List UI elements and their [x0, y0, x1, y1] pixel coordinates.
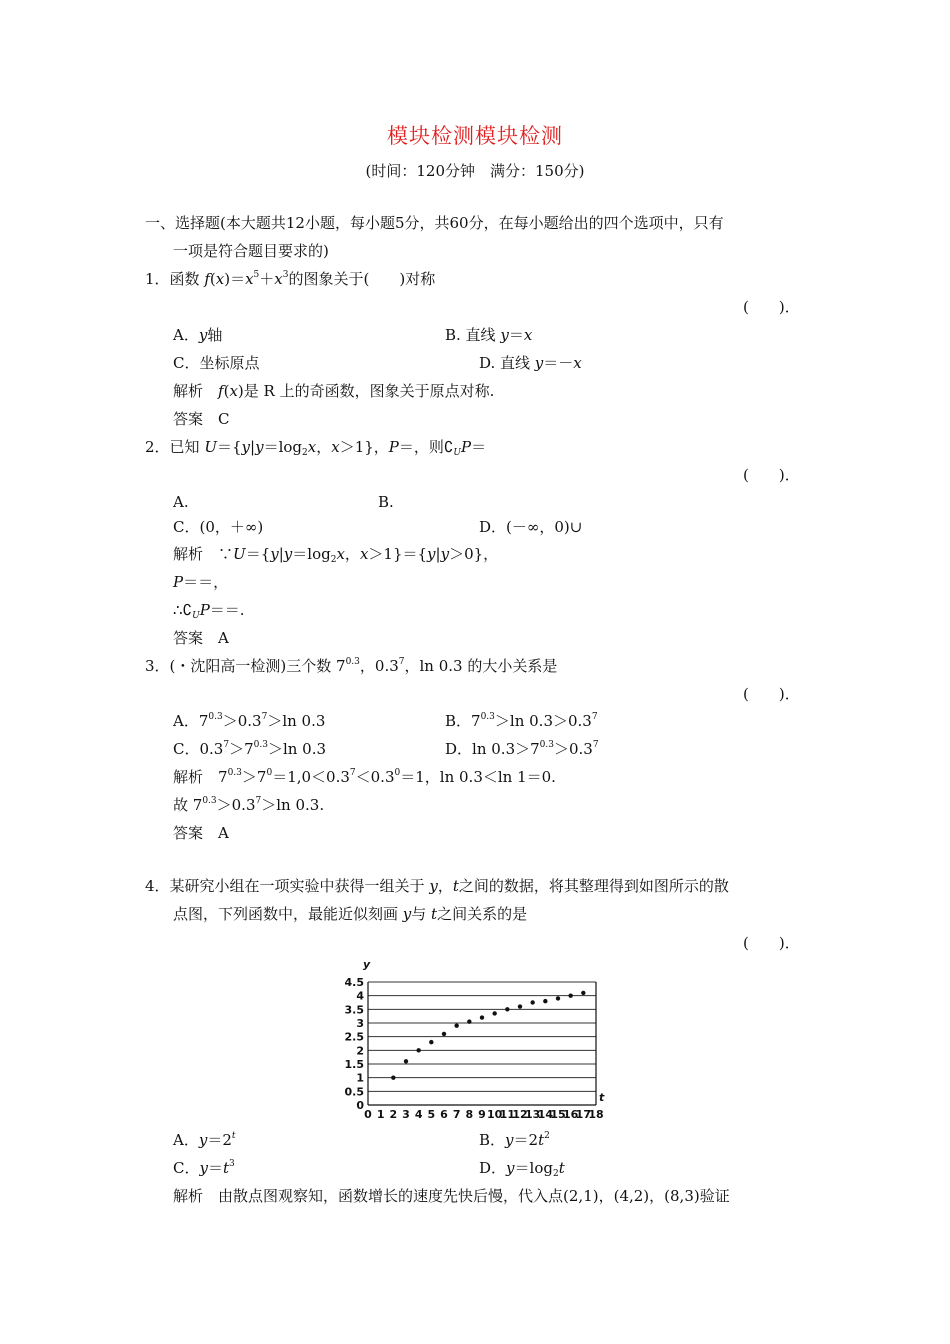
y-tick-label: 2.5 — [344, 1030, 364, 1044]
y-axis-label: y — [363, 958, 371, 971]
x-tick-label: 8 — [465, 1108, 474, 1121]
question-4-option-d: D．$y=\log_2t$ — [479, 1159, 565, 1179]
question-3-analysis: 解析 $7^{0.3}>7^0=1,0<0.3^7<0.3^0=1$，ln 0.3＜ln 1＝0. — [173, 768, 556, 786]
y-tick-label: 4 — [356, 989, 364, 1003]
data-point — [492, 1011, 496, 1015]
data-point — [442, 1032, 446, 1036]
x-tick-label: 17 — [575, 1108, 591, 1121]
x-tick-label: 2 — [389, 1108, 398, 1121]
x-tick-label: 16 — [563, 1108, 579, 1121]
y-tick-label: 0 — [356, 1099, 364, 1112]
data-point — [480, 1015, 484, 1019]
question-4-option-a: A．$y=2^t$ — [173, 1131, 236, 1149]
question-4-option-c: C．$y=t^3$ — [173, 1159, 235, 1177]
answer-blank: ( )． — [743, 298, 800, 316]
data-point — [568, 993, 572, 997]
question-2-analysis-line2: P＝＝， — [173, 573, 229, 591]
question-2-option-d: D．(－∞，0)∪ — [479, 518, 583, 536]
question-1-option-a: A．y轴 — [173, 326, 223, 344]
answer-blank: ( )． — [743, 934, 800, 952]
y-tick-label: 0.5 — [344, 1085, 364, 1099]
y-tick-label: 3.5 — [344, 1003, 364, 1017]
data-point — [404, 1059, 408, 1063]
scatter-plot — [328, 954, 618, 1124]
question-2-option-c: C．(0，＋∞) — [173, 518, 264, 536]
x-tick-label: 15 — [550, 1108, 566, 1121]
data-point — [518, 1004, 522, 1008]
x-tick-label: 4 — [414, 1108, 423, 1121]
y-tick-label: 1 — [356, 1071, 364, 1085]
y-tick-label: 4.5 — [344, 976, 364, 989]
question-1-option-d: D. 直线 y＝－x — [479, 354, 582, 372]
answer-blank: ( )． — [743, 685, 800, 703]
question-3-option-d: D．$\ln 0.3>7^{0.3}>0.3^7$ — [445, 740, 599, 758]
question-3-option-b: B．$7^{0.3}>\ln$ $0.3>0.3^7$ — [445, 712, 598, 730]
question-1-stem: 1．函数 $f(x)=x^5+x^3$的图象关于( )对称 — [145, 270, 436, 288]
data-point — [505, 1007, 509, 1011]
chart-tick-labels — [345, 976, 604, 1121]
chart-axes — [368, 982, 596, 1105]
question-3-analysis-line2: 故 $7^{0.3}>0.3^7>\ln$ 0.3. — [173, 796, 325, 814]
x-tick-label: 11 — [499, 1108, 515, 1121]
question-2-option-a: A. — [173, 493, 189, 511]
data-point — [581, 991, 585, 995]
answer-blank: ( )． — [743, 466, 800, 484]
x-tick-label: 9 — [478, 1108, 486, 1121]
y-tick-label: 3 — [356, 1017, 364, 1030]
data-point — [530, 1000, 534, 1004]
question-3-stem: 3．(・沈阳高一检测)三个数 $7^{0.3}$，$0.3^7$，ln 0.3 的大小关系是 — [145, 657, 558, 675]
x-tick-label: 18 — [588, 1108, 604, 1121]
x-tick-label: 5 — [427, 1108, 436, 1121]
y-tick-label: 1.5 — [344, 1058, 364, 1071]
x-tick-label: 7 — [452, 1108, 461, 1121]
question-2-option-b: B. — [378, 493, 394, 511]
x-tick-label: 13 — [525, 1108, 541, 1121]
x-tick-label: 3 — [402, 1108, 410, 1121]
y-tick-label: 2 — [356, 1044, 364, 1058]
question-4-analysis: 解析 由散点图观察知，函数增长的速度先快后慢，代入点(2,1)，(4,2)，(8,3)验证 — [173, 1187, 730, 1205]
section-header-line2: 一项是符合题目要求的) — [173, 242, 329, 260]
question-4-option-b: B．$y=2t^2$ — [479, 1131, 550, 1149]
question-4-stem-line2: 点图，下列函数中，最能近似刻画 y与 t之间关系的是 — [173, 905, 528, 923]
section-header-line1: 一、选择题(本大题共12小题，每小题5分，共60分，在每小题给出的四个选项中，只有 — [145, 214, 724, 232]
question-1-option-c: C．坐标原点 — [173, 354, 260, 372]
x-tick-label: 0 — [364, 1108, 372, 1121]
data-point — [416, 1048, 420, 1052]
data-point — [454, 1024, 458, 1028]
chart-grid — [368, 982, 596, 1105]
x-tick-label: 10 — [487, 1108, 503, 1121]
question-3-option-c: C．$0.3^7>7^{0.3}>\ln$ 0.3 — [173, 740, 327, 758]
x-axis-label: t — [599, 1091, 605, 1104]
x-tick-label: 6 — [440, 1108, 448, 1121]
data-point — [467, 1019, 471, 1023]
question-3-option-a: A．$7^{0.3}>0.3^7>\ln$ 0.3 — [173, 712, 326, 730]
question-1-analysis: 解析 f(x)是 R 上的奇函数，图象关于原点对称. — [173, 382, 495, 400]
x-tick-label: 1 — [376, 1108, 385, 1121]
data-point — [543, 999, 547, 1003]
data-point — [429, 1040, 433, 1044]
data-point — [391, 1075, 395, 1079]
question-2-answer: 答案 A — [173, 629, 229, 647]
chart-points — [391, 991, 585, 1080]
question-1-option-b: B. 直线 y＝x — [445, 326, 533, 344]
question-2-analysis: 解析 $\because U=\{y|y=\log_2x$，x＞1}＝{y|y＞0}， — [173, 545, 499, 565]
question-4-stem: 4．某研究小组在一项实验中获得一组关于 y，t之间的数据，将其整理得到如图所示的散 — [145, 877, 729, 895]
data-point — [556, 996, 560, 1000]
question-2-analysis-line3: $\therefore∁_UP==$. — [173, 601, 245, 621]
x-tick-label: 14 — [537, 1108, 553, 1121]
x-tick-label: 12 — [512, 1108, 528, 1121]
question-2-stem: 2．已知 $U=\{y|y=\log_2x$，x＞1}，P＝，则$∁_UP=$ — [145, 438, 487, 458]
exam-info: (时间：120分钟 满分：150分) — [365, 162, 585, 180]
question-1-answer: 答案 C — [173, 410, 230, 428]
question-3-answer: 答案 A — [173, 824, 229, 842]
document-title: 模块检测模块检测 — [387, 124, 563, 148]
